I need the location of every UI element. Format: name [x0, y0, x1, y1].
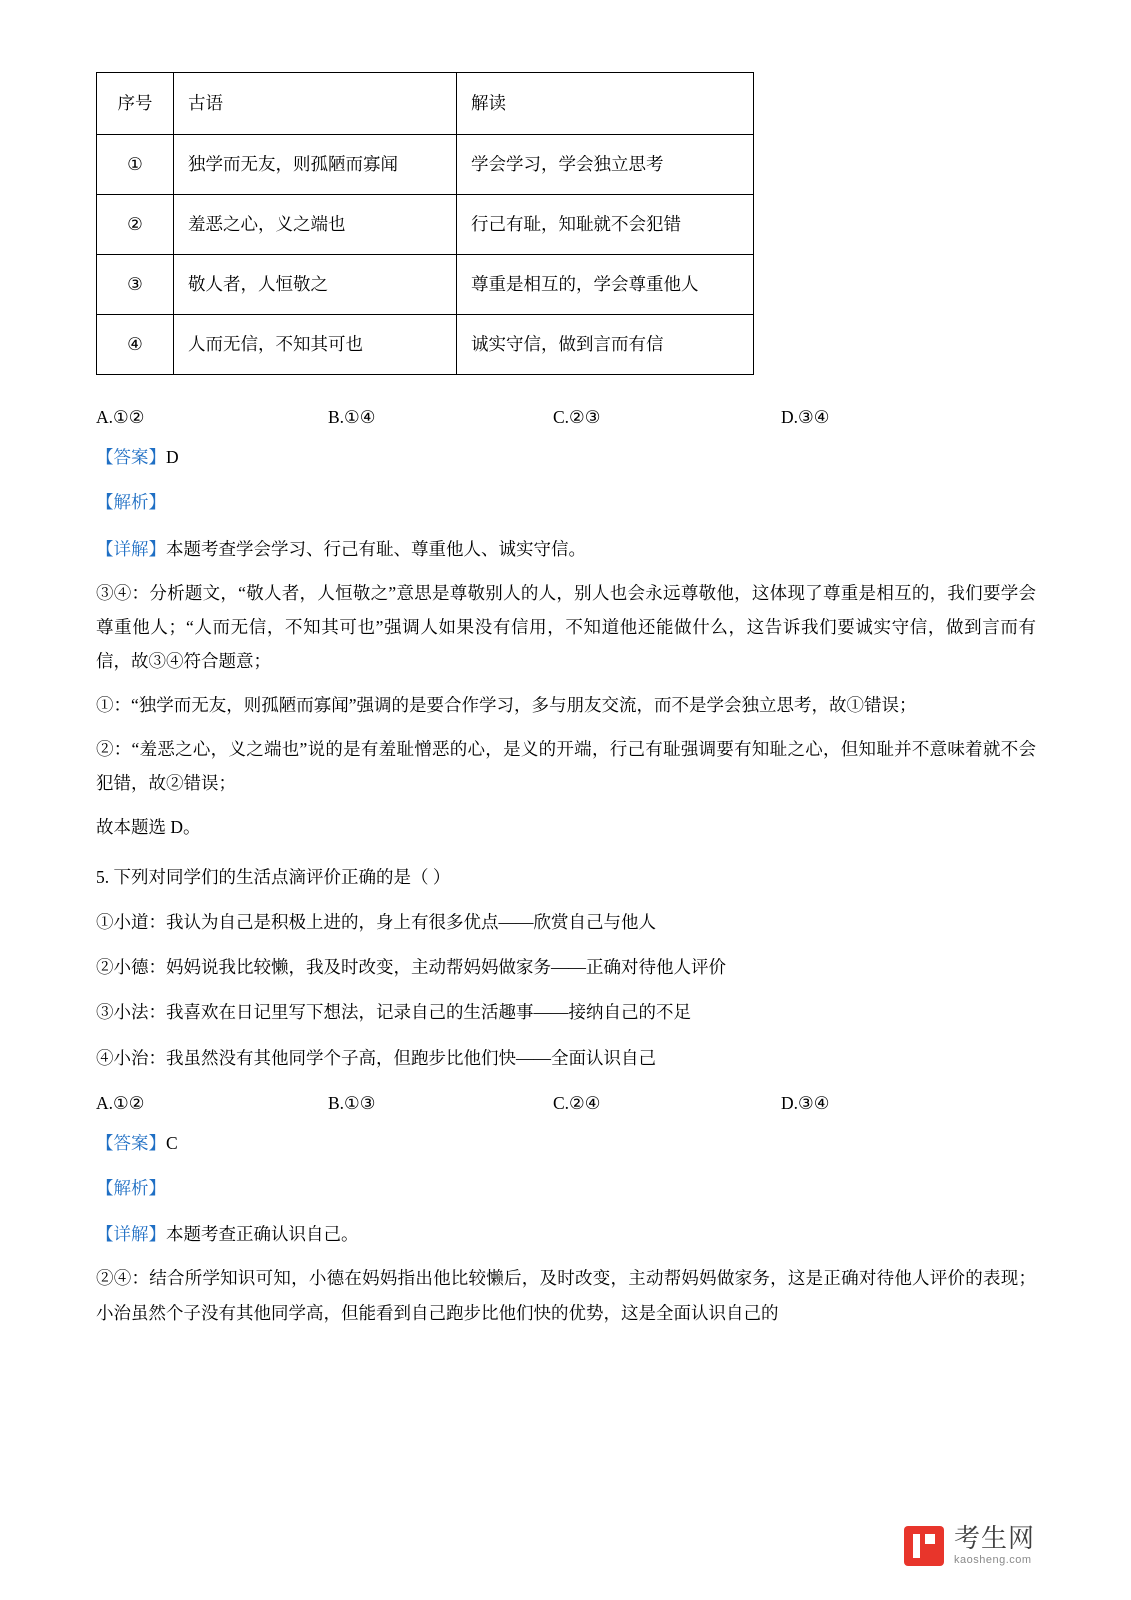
kaosheng-logo-icon — [904, 1526, 944, 1566]
q5-option-b: B.①③ — [328, 1092, 376, 1113]
q4-explanation-2: ②：“羞恶之心，义之端也”说的是有羞耻憎恶的心，是义的开端，行己有耻强调要有知耻之心，但知耻并不意味着就不会犯错，故②错误； — [96, 739, 1036, 794]
watermark-name-en: kaosheng.com — [953, 1554, 1032, 1566]
q4-conclusion: 故本题选 D。 — [96, 817, 201, 838]
q4-explanation-34: ③④：分析题文，“敬人者，人恒敬之”意思是尊敬别人的人，别人也会永远尊敬他，这体现了尊重是相互的，我们要学会尊重他人；“人而无信，不知其可也”强调人如果没有信用，不知道他还能做什么，这告诉我们要诚实守信，做到言而有信，故③④符合题意； — [96, 582, 1036, 671]
q5-option-d: D.③④ — [781, 1092, 830, 1113]
table-cell-interpretation: 学会学习，学会独立思考 — [457, 135, 754, 195]
q5-option-c: C.②④ — [553, 1092, 601, 1113]
q5-analysis-line — [96, 1172, 1036, 1205]
table-cell-interpretation: 行己有耻，知耻就不会犯错 — [457, 195, 754, 255]
q4-analysis-line — [96, 486, 1036, 519]
table-cell-quote: 敬人者，人恒敬之 — [174, 255, 457, 315]
q4-options — [96, 401, 1036, 427]
q4-option-d: D.③④ — [781, 407, 830, 427]
q4-answer-tag: 【答案】 — [96, 447, 166, 467]
q5-item-1: ①小道：我认为自己是积极上进的，身上有很多优点——欣赏自己与他人 — [96, 911, 656, 932]
q5-stem-text: 下列对同学们的生活点滴评价正确的是（ ） — [113, 866, 451, 887]
table-header-row — [97, 73, 754, 135]
q5-detail-tag: 【详解】 — [96, 1224, 166, 1245]
q4-answer-line — [96, 441, 1036, 474]
table-header-cell-index: 序号 — [97, 73, 174, 135]
quote-table — [96, 72, 754, 375]
q5-options — [96, 1087, 1036, 1113]
q4-option-b: B.①④ — [328, 407, 376, 427]
q5-item-3: ③小法：我喜欢在日记里写下想法，记录自己的生活趣事——接纳自己的不足 — [96, 1002, 691, 1023]
q4-detail-text: 本题考查学会学习、行己有耻、尊重他人、诚实守信。 — [166, 538, 586, 559]
table-cell-interpretation: 诚实守信，做到言而有信 — [457, 315, 754, 375]
q4-answer-value: D — [166, 447, 179, 467]
q4-detail-tag: 【详解】 — [96, 538, 166, 559]
q5-detail-text: 本题考查正确认识自己。 — [166, 1224, 359, 1245]
table-cell-index: ④ — [97, 315, 174, 375]
table-cell-interpretation: 尊重是相互的，学会尊重他人 — [457, 255, 754, 315]
q4-explanation-1: ①：“独学而无友，则孤陋而寡闻”强调的是要合作学习，多与朋友交流，而不是学会独立思考，故①错误； — [96, 695, 917, 715]
table-cell-index: ② — [97, 195, 174, 255]
table-cell-quote: 独学而无友，则孤陋而寡闻 — [174, 135, 457, 195]
q4-option-a: A.①② — [96, 407, 145, 427]
q4-detail-line — [96, 532, 1036, 566]
q4-analysis-tag: 【解析】 — [96, 492, 166, 513]
table-row — [97, 135, 754, 195]
q5-explanation-24: ②④：结合所学知识可知，小德在妈妈指出他比较懒后，及时改变，主动帮妈妈做家务，这是正确对待他人评价的表现；小治虽然个子没有其他同学高，但能看到自己跑步比他们快的优势，这是全面认识自己的 — [96, 1268, 1036, 1323]
q5-stem — [96, 861, 1036, 894]
table-cell-quote: 人而无信，不知其可也 — [174, 315, 457, 375]
q5-analysis-tag: 【解析】 — [96, 1178, 166, 1198]
table-header-cell-quote: 古语 — [174, 73, 457, 135]
site-watermark — [904, 1525, 1035, 1566]
table-cell-index: ③ — [97, 255, 174, 315]
q5-number: 5. — [96, 866, 110, 887]
table-row — [97, 315, 754, 375]
table-cell-quote: 羞恶之心，义之端也 — [174, 195, 457, 255]
q5-item-4: ④小治：我虽然没有其他同学个子高，但跑步比他们快——全面认识自己 — [96, 1047, 656, 1068]
document-content — [96, 72, 1036, 1340]
table-cell-index: ① — [97, 135, 174, 195]
table-row — [97, 195, 754, 255]
q5-option-a: A.①② — [96, 1092, 145, 1113]
q5-detail-line — [96, 1217, 1036, 1251]
table-row — [97, 255, 754, 315]
watermark-text — [954, 1525, 1035, 1566]
q5-item-2: ②小德：妈妈说我比较懒，我及时改变，主动帮妈妈做家务——正确对待他人评价 — [96, 957, 726, 977]
q5-answer-value: C — [166, 1132, 178, 1153]
q5-answer-tag: 【答案】 — [96, 1132, 166, 1153]
q4-option-c: C.②③ — [553, 407, 601, 427]
q5-answer-line — [96, 1127, 1036, 1160]
watermark-name-cn: 考生网 — [953, 1523, 1035, 1553]
table-header-cell-interpretation: 解读 — [457, 73, 754, 135]
